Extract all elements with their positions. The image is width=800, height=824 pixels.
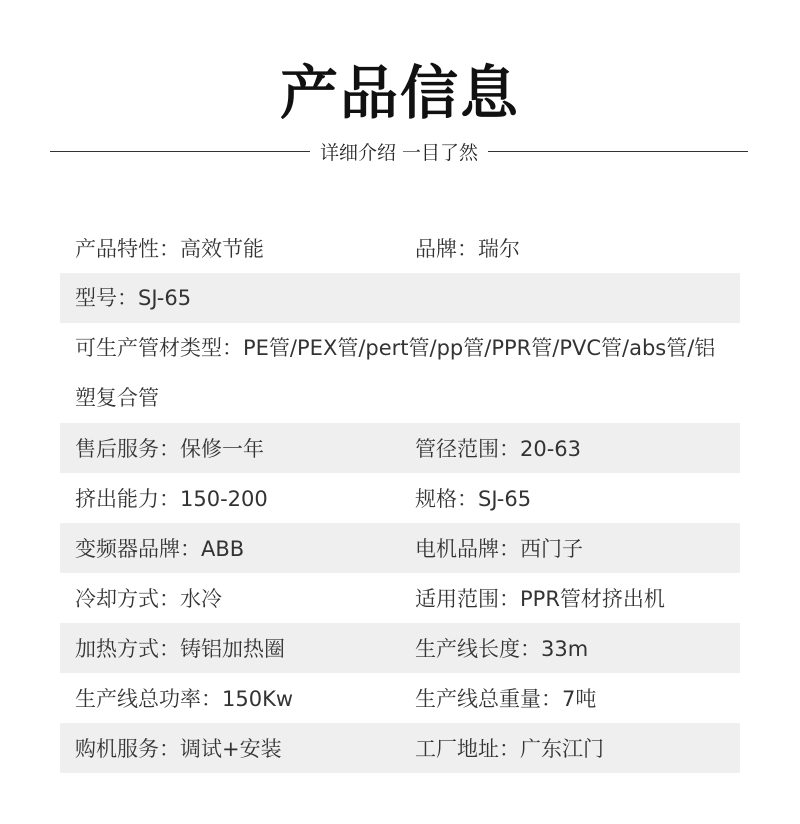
spec-total-power: 生产线总功率：150Kw [75,687,294,711]
spec-application: 适用范围：PPR管材挤出机 [415,587,665,611]
spec-row-service-diameter [60,423,740,473]
spec-row-service-address [60,723,740,773]
page-subtitle: 详细介绍 一目了然 [319,141,479,164]
spec-total-weight: 生产线总重量：7吨 [415,687,597,711]
spec-motor-brand: 电机品牌：西门子 [415,537,583,561]
spec-heating: 加热方式：铸铝加热圈 [75,637,285,661]
spec-cooling: 冷却方式：水冷 [75,587,222,611]
spec-purchase-service: 购机服务：调试+安装 [75,737,282,761]
spec-specification: 规格：SJ-65 [415,487,532,511]
spec-row-inverter-motor [60,523,740,573]
subtitle-divider [50,136,748,166]
spec-line-length: 生产线长度：33m [415,637,589,661]
spec-feature: 产品特性：高效节能 [75,237,264,261]
product-spec-table [60,223,740,773]
spec-pipe-types: 可生产管材类型：PE管/PEX管/pert管/pp管/PPR管/PVC管/abs管/铝塑复合管 [75,336,716,410]
spec-after-sales: 售后服务：保修一年 [75,437,264,461]
spec-row-power-weight [60,673,740,723]
spec-capacity: 挤出能力：150-200 [75,487,268,511]
spec-model: 型号：SJ-65 [75,286,192,310]
spec-row-cooling-application [60,573,740,623]
spec-row-feature-brand [60,223,740,273]
divider-line-left [50,151,310,152]
page-title: 产品信息 [279,59,520,127]
divider-line-right [488,151,748,152]
spec-row-pipe-types [60,323,740,423]
spec-row-heating-length [60,623,740,673]
spec-diameter-range: 管径范围：20-63 [415,437,582,461]
spec-inverter-brand: 变频器品牌：ABB [75,537,245,561]
spec-brand: 品牌：瑞尔 [415,237,520,261]
spec-factory-address: 工厂地址：广东江门 [415,737,604,761]
spec-row-capacity-spec [60,473,740,523]
spec-row-model [60,273,740,323]
